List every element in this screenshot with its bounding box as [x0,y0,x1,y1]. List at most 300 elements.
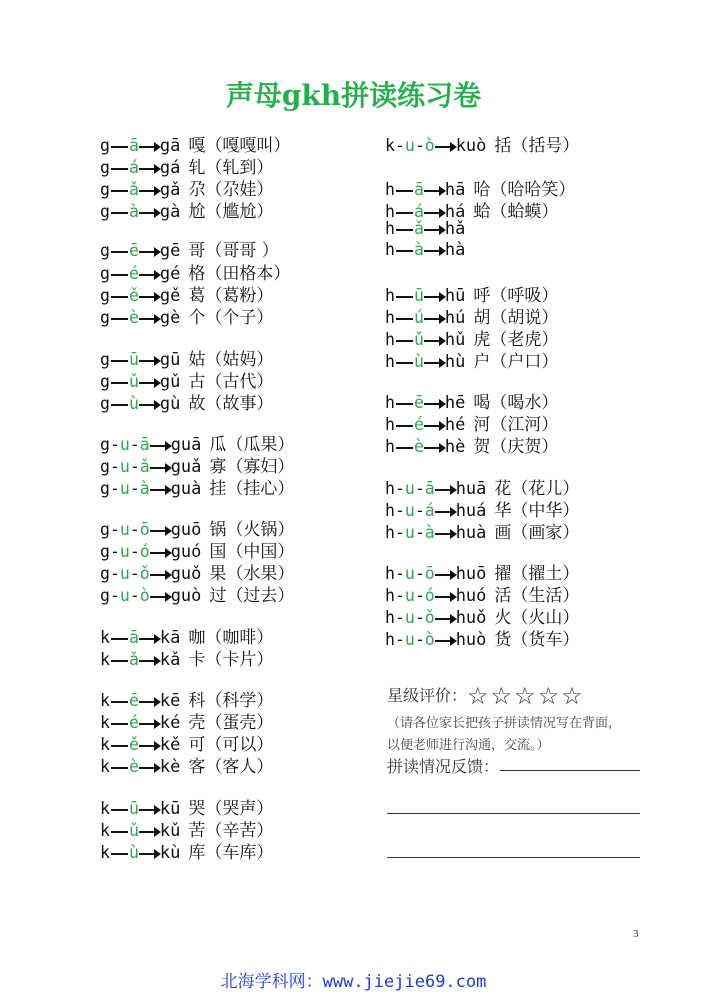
vowel-part: ē [128,691,139,710]
initial-consonant: g [100,264,110,283]
initial-consonant: g [100,136,110,155]
vowel-part: ú [413,308,424,327]
vowel-part: u [404,136,415,155]
hyphen-connector: - [109,520,120,539]
hyphen-connector: - [109,435,120,454]
dash-connector [111,404,128,405]
initial-consonant: g [100,202,110,221]
arrow-icon [150,445,170,447]
right-column-row [385,240,465,260]
example-word: （擢土） [511,564,580,584]
initial-consonant: k [100,757,110,776]
hanzi-character: 国 [209,542,227,562]
vowel-part: è [128,308,139,327]
hanzi-character: 贺 [473,437,491,457]
syllable-result: hé [444,415,466,435]
arrow-icon [139,701,159,703]
hanzi-character: 寡 [209,457,227,477]
hyphen-connector: - [109,542,120,561]
initial-consonant: k [100,691,110,710]
vowel-part: u [404,479,415,498]
page-number: 3 [633,928,639,940]
syllable-result: hù [444,352,466,372]
example-word: （尕娃） [205,180,274,200]
example-word: （挂心） [226,479,295,499]
hyphen-connector: - [129,564,140,583]
left-column-row [100,389,273,414]
syllable-result: gù [159,394,181,414]
vowel-part: ō [139,520,150,539]
example-word: （括号） [511,136,580,156]
vowel-part: ā [128,628,139,647]
example-word: （呼吸） [490,286,559,306]
arrow-icon [424,425,444,427]
example-word: （过去） [226,586,295,606]
syllable-result: kě [159,735,181,755]
rating-label: 星级评价： [387,686,468,705]
example-word: （姑妈） [205,350,274,370]
arrow-icon [424,250,444,252]
hanzi-character: 货 [494,630,512,650]
syllable-result: gā [159,136,181,156]
dash-connector [396,190,413,191]
hyphen-connector: - [414,564,425,583]
syllable-result: gè [159,308,181,328]
vowel-part: ā [128,136,139,155]
vowel-part: u [119,435,130,454]
initial-consonant: g [100,180,110,199]
footer-url[interactable]: www.jiejie69.com [322,972,487,992]
arrow-icon [424,340,444,342]
example-word: （车库） [205,843,274,863]
hanzi-character: 呼 [473,286,491,306]
arrow-icon [435,511,455,513]
hanzi-character: 哈 [473,180,491,200]
hyphen-connector: - [414,479,425,498]
hanzi-character: 哥 [188,241,206,261]
syllable-result: gé [159,264,181,284]
left-column-row [100,581,294,606]
arrow-icon [424,447,444,449]
dash-connector [396,447,413,448]
initial-consonant: h [385,352,395,371]
syllable-result: ké [159,713,181,733]
initial-consonant: g [100,435,110,454]
arrow-icon [139,382,159,384]
left-column-row [100,838,273,863]
hyphen-connector: - [394,523,405,542]
example-word: （故事） [205,394,274,414]
footer-site-name: 北海学科网： [220,972,323,992]
example-word: （个子） [205,308,274,328]
syllable-result: hú [444,308,466,328]
arrow-icon [139,809,159,811]
hanzi-character: 尬 [188,202,206,222]
vowel-part: ě [128,286,139,305]
example-word: （尴尬） [205,202,274,222]
dash-connector [396,250,413,251]
example-word: （水果） [226,564,295,584]
hanzi-character: 古 [188,372,206,392]
arrow-icon [139,296,159,298]
syllable-result: guō [170,520,202,540]
hyphen-connector: - [394,608,405,627]
syllable-result: hè [444,437,466,457]
hanzi-character: 户 [473,352,491,372]
initial-consonant: h [385,437,395,456]
example-word: （火锅） [226,520,295,540]
hyphen-connector: - [109,457,120,476]
syllable-result: hà [444,240,466,260]
example-word: （哥哥 ） [205,241,279,261]
hanzi-character: 客 [188,757,206,777]
hyphen-connector: - [414,630,425,649]
hyphen-connector: - [394,586,405,605]
initial-consonant: h [385,564,395,583]
syllable-result: huǒ [455,608,487,628]
arrow-icon [424,403,444,405]
hyphen-connector: - [414,136,425,155]
dash-connector [111,382,128,383]
right-column-row [385,347,558,372]
dash-connector [396,340,413,341]
vowel-part: u [119,586,130,605]
example-word: （辛苦） [205,821,274,841]
vowel-part: á [413,202,424,221]
vowel-part: ǎ [413,219,424,238]
syllable-result: guà [170,479,202,499]
hanzi-character: 库 [188,843,206,863]
parent-note-line-2: 以便老师进行沟通，交流。） [387,738,550,753]
initial-consonant: k [100,713,110,732]
syllable-result: kǔ [159,821,181,841]
vowel-part: é [413,415,424,434]
initial-consonant: g [100,564,110,583]
vowel-part: á [128,158,139,177]
vowel-part: ā [413,180,424,199]
initial-consonant: h [385,630,395,649]
initial-consonant: g [100,479,110,498]
hyphen-connector: - [414,586,425,605]
hanzi-character: 括 [494,136,512,156]
arrow-icon [139,404,159,406]
dash-connector [111,660,128,661]
initial-consonant: k [385,136,395,155]
arrow-icon [424,190,444,192]
vowel-part: u [119,542,130,561]
syllable-result: kā [159,628,181,648]
example-word: （古代） [205,372,274,392]
example-word: （可以） [205,735,274,755]
initial-consonant: h [385,308,395,327]
left-column-row [100,236,279,261]
hanzi-character: 华 [494,501,512,521]
dash-connector [396,362,413,363]
feedback-line-2[interactable] [387,813,640,814]
initial-consonant: h [385,586,395,605]
parent-note-line-1: （请各位家长把孩子拼读情况写在背面， [387,716,622,731]
syllable-result: kē [159,691,181,711]
initial-consonant: h [385,219,395,238]
feedback-label: 拼读情况反馈： [387,757,500,776]
hyphen-connector: - [129,479,140,498]
vowel-part: u [404,630,415,649]
syllable-result: kè [159,757,181,777]
vowel-part: ū [413,286,424,305]
hanzi-character: 个 [188,308,206,328]
hanzi-character: 锅 [209,520,227,540]
example-word: （中国） [226,542,295,562]
initial-consonant: h [385,180,395,199]
syllable-result: há [444,202,466,222]
dash-connector [396,229,413,230]
syllable-result: gǎ [159,180,181,200]
vowel-part: ù [128,843,139,862]
dash-connector [111,274,128,275]
example-word: （胡说） [490,308,559,328]
vowel-part: ù [128,394,139,413]
initial-consonant: h [385,608,395,627]
vowel-part: ó [424,586,435,605]
syllable-result: huō [455,564,487,584]
hanzi-character: 虎 [473,330,491,350]
arrow-icon [435,146,455,148]
hanzi-character: 格 [188,264,206,284]
example-word: （嘎嘎叫） [205,136,291,156]
right-column-row [385,625,579,650]
hanzi-character: 挂 [209,479,227,499]
right-column-row [385,518,579,543]
hanzi-character: 蛤 [473,202,491,222]
arrow-icon [150,489,170,491]
example-word: （江河） [490,415,559,435]
syllable-result: kū [159,799,181,819]
left-column-row [100,197,273,222]
hyphen-connector: - [394,630,405,649]
example-word: （瓜果） [226,435,295,455]
example-word: （货车） [511,630,580,650]
example-word: （轧到） [205,158,274,178]
example-word: （田格本） [205,264,291,284]
page-title: 声母gkh拼读练习卷 [225,79,482,112]
syllable-result: hē [444,393,466,413]
vowel-part: ě [128,735,139,754]
example-word: （火山） [511,608,580,628]
dash-connector [396,296,413,297]
vowel-part: u [119,564,130,583]
vowel-part: ǔ [413,330,424,349]
hyphen-connector: - [414,608,425,627]
syllable-result: gū [159,350,181,370]
hanzi-character: 嘎 [188,136,206,156]
vowel-part: ā [139,435,150,454]
arrow-icon [435,533,455,535]
hanzi-character: 河 [473,415,491,435]
example-word: （哭声） [205,799,274,819]
vowel-part: ā [424,479,435,498]
vowel-part: é [128,264,139,283]
arrow-icon [435,596,455,598]
initial-consonant: g [100,394,110,413]
hanzi-character: 咖 [188,628,206,648]
vowel-part: ǎ [128,180,139,199]
initial-consonant: g [100,586,110,605]
dash-connector [111,723,128,724]
vowel-part: ò [424,136,435,155]
initial-consonant: g [100,158,110,177]
vowel-part: ē [128,241,139,260]
example-word: （老虎） [490,330,559,350]
example-word: （喝水） [490,393,559,413]
arrow-icon [139,767,159,769]
dash-connector [111,767,128,768]
arrow-icon [435,574,455,576]
star-icons[interactable]: ☆☆☆☆☆ [467,682,585,710]
arrow-icon [424,318,444,320]
arrow-icon [150,574,170,576]
vowel-part: ó [139,542,150,561]
arrow-icon [139,251,159,253]
initial-consonant: k [100,735,110,754]
vowel-part: ǔ [128,372,139,391]
hyphen-connector: - [109,479,120,498]
feedback-line-1[interactable] [500,770,640,771]
hanzi-character: 尕 [188,180,206,200]
dash-connector [111,853,128,854]
arrow-icon [150,552,170,554]
arrow-icon [435,618,455,620]
arrow-icon [139,853,159,855]
vowel-part: ō [424,564,435,583]
arrow-icon [139,212,159,214]
hanzi-character: 瓜 [209,435,227,455]
arrow-icon [139,831,159,833]
dash-connector [111,146,128,147]
example-word: （蛤蟆） [490,202,559,222]
arrow-icon [139,745,159,747]
dash-connector [396,318,413,319]
dash-connector [111,318,128,319]
arrow-icon [435,640,455,642]
initial-consonant: h [385,479,395,498]
syllable-result: hǔ [444,330,466,350]
initial-consonant: g [100,372,110,391]
syllable-result: guā [170,435,202,455]
arrow-icon [139,274,159,276]
syllable-result: gà [159,202,181,222]
syllable-result: huà [455,523,487,543]
hanzi-character: 葛 [188,286,206,306]
dash-connector [111,809,128,810]
syllable-result: kuò [455,136,487,156]
arrow-icon [424,229,444,231]
dash-connector [111,296,128,297]
hyphen-connector: - [394,501,405,520]
hyphen-connector: - [129,457,140,476]
example-word: （生活） [511,586,580,606]
hyphen-connector: - [129,435,140,454]
vowel-part: u [404,523,415,542]
example-word: （哈哈笑） [490,180,576,200]
vowel-part: u [404,608,415,627]
vowel-part: á [424,501,435,520]
initial-consonant: g [100,241,110,260]
initial-consonant: g [100,350,110,369]
syllable-result: hū [444,286,466,306]
dash-connector [396,403,413,404]
hanzi-character: 科 [188,691,206,711]
syllable-result: huó [455,586,487,606]
left-column-row [100,303,273,328]
hyphen-connector: - [129,520,140,539]
syllable-result: huā [455,479,487,499]
dash-connector [111,701,128,702]
syllable-result: guó [170,542,202,562]
syllable-result: gá [159,158,181,178]
vowel-part: ǎ [128,650,139,669]
syllable-result: huò [455,630,487,650]
initial-consonant: g [100,520,110,539]
initial-consonant: g [100,542,110,561]
hyphen-connector: - [394,136,405,155]
dash-connector [111,831,128,832]
initial-consonant: k [100,628,110,647]
arrow-icon [139,660,159,662]
vowel-part: à [139,479,150,498]
right-column-row [385,219,465,239]
initial-consonant: h [385,393,395,412]
arrow-icon [150,530,170,532]
arrow-icon [139,360,159,362]
syllable-result: huá [455,501,487,521]
vowel-part: ū [128,350,139,369]
arrow-icon [139,723,159,725]
example-word: （咖啡） [205,628,274,648]
dash-connector [111,360,128,361]
hanzi-character: 卡 [188,650,206,670]
hyphen-connector: - [109,586,120,605]
vowel-part: è [413,437,424,456]
hanzi-character: 胡 [473,308,491,328]
right-column-row [385,131,579,156]
example-word: （科学） [205,691,274,711]
hanzi-character: 可 [188,735,206,755]
arrow-icon [139,318,159,320]
arrow-icon [424,362,444,364]
syllable-result: hā [444,180,466,200]
example-word: （庆贺） [490,437,559,457]
feedback-line-3[interactable] [387,857,640,858]
vowel-part: ǎ [139,457,150,476]
hanzi-character: 火 [494,608,512,628]
vowel-part: u [119,520,130,539]
initial-consonant: h [385,240,395,259]
dash-connector [111,251,128,252]
vowel-part: è [128,757,139,776]
syllable-result: guǎ [170,457,202,477]
hanzi-character: 喝 [473,393,491,413]
right-column-row [385,432,558,457]
vowel-part: ǒ [139,564,150,583]
dash-connector [111,638,128,639]
syllable-result: gǔ [159,372,181,392]
initial-consonant: k [100,821,110,840]
dash-connector [111,168,128,169]
hanzi-character: 故 [188,394,206,414]
dash-connector [111,745,128,746]
vowel-part: é [128,713,139,732]
hyphen-connector: - [129,586,140,605]
